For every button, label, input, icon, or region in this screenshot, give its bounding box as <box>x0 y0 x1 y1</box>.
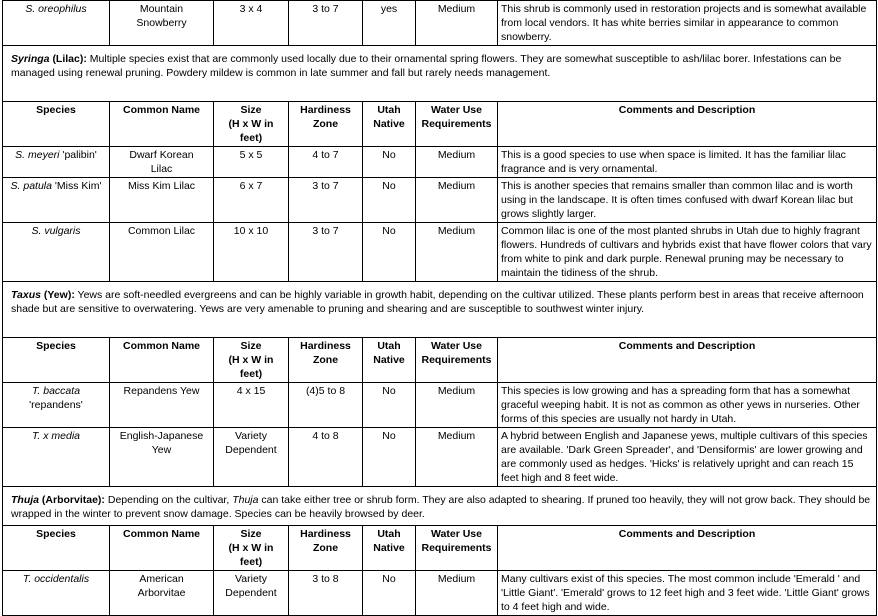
column-header-comments: Comments and Description <box>498 338 877 383</box>
column-header-common-name: Common Name <box>110 526 214 571</box>
size-cell: 4 x 15 <box>214 383 289 428</box>
genus-intro-row <box>3 46 877 102</box>
comments-cell: A hybrid between English and Japanese yews, multiple cultivars of this species are available. 'Dark Green Spreader', and 'Densiformis' are lower growing and are commonly used as hedges. 'Hicks' is relatively upright and can reach 15 feet high and 8 feet wide. <box>498 428 877 487</box>
species-name: S. patula <box>10 180 52 192</box>
common-name-cell: English-Japanese Yew <box>110 428 214 487</box>
column-header-row <box>3 102 877 147</box>
genus-common-name: (Lilac): <box>52 53 87 65</box>
comments-cell: This shrub is commonly used in restoration projects and is somewhat available from local vendors. It has white berries similar in appearance to common snowberry. <box>498 1 877 46</box>
genus-name: Thuja <box>11 494 39 506</box>
native-cell: yes <box>363 1 416 46</box>
genus-common-name: (Yew): <box>43 289 75 301</box>
species-cell <box>3 383 110 428</box>
species-name: S. oreophilus <box>25 3 87 15</box>
table-row <box>3 178 877 223</box>
genus-heading <box>11 289 75 301</box>
column-header-comments: Comments and Description <box>498 102 877 147</box>
hardiness-cell: 4 to 7 <box>289 147 363 178</box>
column-header-hardiness: Hardiness Zone <box>289 526 363 571</box>
column-header-water: Water Use Requirements <box>416 102 498 147</box>
column-header-hardiness: Hardiness Zone <box>289 338 363 383</box>
species-cell <box>3 178 110 223</box>
column-header-row <box>3 338 877 383</box>
size-cell: Variety Dependent <box>214 428 289 487</box>
genus-intro <box>3 487 877 526</box>
genus-heading <box>11 53 87 65</box>
table-row <box>3 147 877 178</box>
species-cell <box>3 571 110 616</box>
column-header-row <box>3 526 877 571</box>
hardiness-cell: 3 to 7 <box>289 178 363 223</box>
shrub-reference-document <box>2 0 876 616</box>
column-header-hardiness: Hardiness Zone <box>289 102 363 147</box>
hardiness-cell: 3 to 7 <box>289 1 363 46</box>
genus-common-name: (Arborvitae): <box>41 494 105 506</box>
native-cell: No <box>363 571 416 616</box>
size-cell: 3 x 4 <box>214 1 289 46</box>
species-cell <box>3 428 110 487</box>
hardiness-cell: 3 to 7 <box>289 223 363 282</box>
species-table <box>2 0 877 616</box>
genus-intro <box>3 46 877 102</box>
comments-cell: This is a good species to use when space is limited. It has the familiar lilac fragrance and is very ornamental. <box>498 147 877 178</box>
column-header-species: Species <box>3 102 110 147</box>
species-cell <box>3 1 110 46</box>
column-header-size: Size (H x W in feet) <box>214 526 289 571</box>
comments-cell: Common lilac is one of the most planted shrubs in Utah due to highly fragrant flowers. Hundreds of cultivars and hybrids exist that have flower colors that vary from white to pink and dark purple. Renewal pruning may be necessary to maintain the tidiness of the shrub. <box>498 223 877 282</box>
genus-name: Taxus <box>11 289 41 301</box>
column-header-species: Species <box>3 526 110 571</box>
table-row <box>3 383 877 428</box>
table-row <box>3 571 877 616</box>
column-header-size: Size (H x W in feet) <box>214 338 289 383</box>
size-cell: 5 x 5 <box>214 147 289 178</box>
size-cell: Variety Dependent <box>214 571 289 616</box>
column-header-common-name: Common Name <box>110 102 214 147</box>
water-cell: Medium <box>416 178 498 223</box>
hardiness-cell: 3 to 8 <box>289 571 363 616</box>
column-header-species: Species <box>3 338 110 383</box>
native-cell: No <box>363 147 416 178</box>
size-cell: 10 x 10 <box>214 223 289 282</box>
genus-intro-row <box>3 487 877 526</box>
column-header-water: Water Use Requirements <box>416 338 498 383</box>
water-cell: Medium <box>416 223 498 282</box>
species-name: T. baccata <box>31 385 81 397</box>
table-row <box>3 428 877 487</box>
column-header-native: Utah Native <box>363 526 416 571</box>
common-name-cell: Repandens Yew <box>110 383 214 428</box>
water-cell: Medium <box>416 383 498 428</box>
cultivar-name: 'palibin' <box>59 149 97 161</box>
common-name-cell: American Arborvitae <box>110 571 214 616</box>
genus-description: Yews are soft-needled evergreens and can be highly variable in growth habit, depending on the cultivar utilized. These plants perform best in areas that receive afternoon shade but are sensitive to overwatering. Yews are very amenable to pruning and shearing and are susceptible to southwest winter injury. <box>11 289 864 315</box>
common-name-cell <box>110 1 214 46</box>
hardiness-cell: (4)5 to 8 <box>289 383 363 428</box>
cultivar-name: 'repandens' <box>29 399 83 411</box>
genus-heading <box>11 494 105 506</box>
species-cell <box>3 147 110 178</box>
table-row <box>3 223 877 282</box>
comments-cell: This species is low growing and has a spreading form that has a somewhat graceful weeping habit. It is not as common as other yews in nurseries. Other forms of this species are usually not hardy in Utah. <box>498 383 877 428</box>
column-header-native: Utah Native <box>363 102 416 147</box>
common-name: Mountain Snowberry <box>136 3 187 29</box>
water-cell: Medium <box>416 1 498 46</box>
species-name: T. x media <box>31 430 81 442</box>
column-header-common-name: Common Name <box>110 338 214 383</box>
species-name: T. occidentalis <box>22 573 90 585</box>
genus-intro-row <box>3 282 877 338</box>
genus-intro <box>3 282 877 338</box>
species-cell <box>3 223 110 282</box>
water-cell: Medium <box>416 571 498 616</box>
genus-name-inline: Thuja <box>232 494 259 506</box>
size-cell: 6 x 7 <box>214 178 289 223</box>
native-cell: No <box>363 223 416 282</box>
common-name-cell: Common Lilac <box>110 223 214 282</box>
genus-description: can take either tree or shrub form. They are also adapted to shearing. If pruned too heavily, they will not grow back. They should be wrapped in the winter to prevent snow damage. Species can be heavily browsed by deer. <box>11 494 871 520</box>
native-cell: No <box>363 428 416 487</box>
genus-name: Syringa <box>11 53 50 65</box>
hardiness-cell: 4 to 8 <box>289 428 363 487</box>
native-cell: No <box>363 383 416 428</box>
common-name-cell: Miss Kim Lilac <box>110 178 214 223</box>
genus-description: Multiple species exist that are commonly used locally due to their ornamental spring flowers. They are somewhat susceptible to ash/lilac borer. Infestations can be managed using renewal pruning. Powdery mildew is common in late summer and fall but rarely needs management. <box>11 53 842 79</box>
species-name: S. meyeri <box>15 149 60 161</box>
comments-cell: Many cultivars exist of this species. The most common include 'Emerald ' and 'Little Giant'. 'Emerald' grows to 12 feet high and 3 feet wide. 'Little Giant' grows to 4 feet high and wide. <box>498 571 877 616</box>
column-header-native: Utah Native <box>363 338 416 383</box>
genus-description-lead: Depending on the cultivar, <box>104 494 233 506</box>
column-header-size: Size (H x W in feet) <box>214 102 289 147</box>
comments-cell: This is another species that remains smaller than common lilac and is worth using in the landscape. It is often times confused with dwarf Korean lilac but grows slightly larger. <box>498 178 877 223</box>
water-cell: Medium <box>416 428 498 487</box>
column-header-comments: Comments and Description <box>498 526 877 571</box>
native-cell: No <box>363 178 416 223</box>
column-header-water: Water Use Requirements <box>416 526 498 571</box>
table-row <box>3 1 877 46</box>
species-name: S. vulgaris <box>31 225 81 237</box>
water-cell: Medium <box>416 147 498 178</box>
common-name-cell: Dwarf Korean Lilac <box>110 147 214 178</box>
cultivar-name: 'Miss Kim' <box>51 180 102 192</box>
